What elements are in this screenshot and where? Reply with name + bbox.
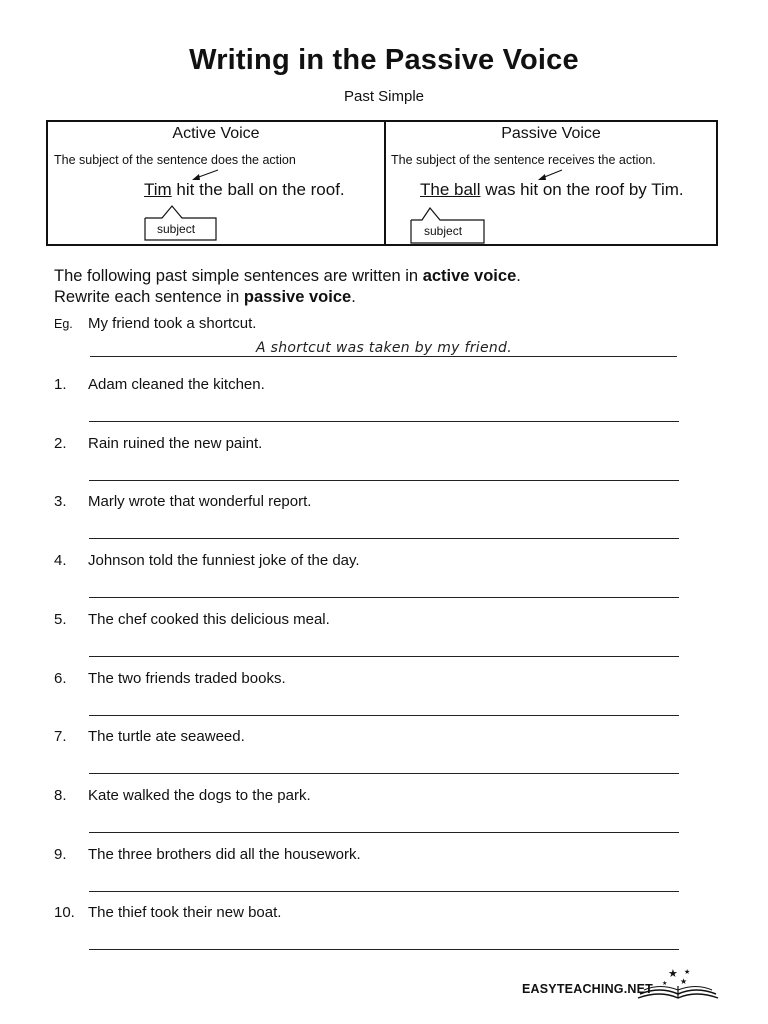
answer-line[interactable] <box>89 949 679 950</box>
answer-line[interactable] <box>89 656 679 657</box>
question-number: 7. <box>54 728 67 745</box>
example-sentence: My friend took a shortcut. <box>88 315 257 332</box>
active-voice-column <box>48 122 384 244</box>
question-text: Kate walked the dogs to the park. <box>88 787 311 804</box>
svg-text:★: ★ <box>668 967 678 980</box>
example-rest: hit the ball on the roof. <box>171 180 345 199</box>
answer-line[interactable] <box>89 773 679 774</box>
instructions <box>54 266 521 308</box>
question-text: The thief took their new boat. <box>88 904 282 921</box>
answer-line[interactable] <box>89 891 679 892</box>
question-text: The three brothers did all the housework. <box>88 846 361 863</box>
question-text: Marly wrote that wonderful report. <box>88 493 312 510</box>
passive-voice-title: Passive Voice <box>501 125 601 142</box>
question-text: The two friends traded books. <box>88 670 286 687</box>
answer-line[interactable] <box>89 538 679 539</box>
brand-name: EASYTEACHING.NET <box>522 982 653 996</box>
question-text: Rain ruined the new paint. <box>88 435 263 452</box>
question-number: 3. <box>54 493 67 510</box>
open-book-stars-icon <box>636 966 720 1002</box>
passive-voice-description: The subject of the sentence receives the action. <box>391 153 656 167</box>
active-callout-label: subject <box>157 222 196 236</box>
question-number: 6. <box>54 670 67 687</box>
question-number: 4. <box>54 552 67 569</box>
page-title: Writing in the Passive Voice <box>189 44 579 76</box>
question-number: 9. <box>54 846 67 863</box>
passive-voice-example <box>420 180 684 200</box>
example-rest: was hit on the roof by Tim. <box>480 180 684 199</box>
example-answer: A shortcut was taken by my friend. <box>256 340 512 356</box>
example-subject: The ball <box>420 180 481 199</box>
question-number: 2. <box>54 435 67 452</box>
instruction-line-1: The following past simple sentences are written in active voice. <box>54 267 521 285</box>
voice-comparison-table <box>46 120 718 246</box>
svg-text:★: ★ <box>680 977 688 986</box>
example-answer-line <box>90 356 677 357</box>
question-number: 10. <box>54 904 75 921</box>
question-text: Adam cleaned the kitchen. <box>88 376 265 393</box>
question-number: 1. <box>54 376 67 393</box>
page-subtitle: Past Simple <box>343 88 425 105</box>
question-text: The chef cooked this delicious meal. <box>88 611 330 628</box>
example-subject: Tim <box>144 180 172 199</box>
answer-line[interactable] <box>89 715 679 716</box>
answer-line[interactable] <box>89 480 679 481</box>
passive-voice-column <box>386 122 716 244</box>
example-label: Eg. <box>54 317 73 331</box>
svg-text:★: ★ <box>684 968 691 976</box>
question-number: 8. <box>54 787 67 804</box>
question-text: Johnson told the funniest joke of the day. <box>88 552 360 569</box>
question-number: 5. <box>54 611 67 628</box>
answer-line[interactable] <box>89 421 679 422</box>
svg-text:★: ★ <box>662 980 668 987</box>
active-voice-description: The subject of the sentence does the action <box>54 153 296 167</box>
passive-callout-label: subject <box>424 224 463 238</box>
question-text: The turtle ate seaweed. <box>88 728 245 745</box>
answer-line[interactable] <box>89 597 679 598</box>
active-voice-title: Active Voice <box>172 125 260 142</box>
active-voice-example <box>144 180 345 200</box>
answer-line[interactable] <box>89 832 679 833</box>
instruction-line-2: Rewrite each sentence in passive voice. <box>54 288 356 306</box>
